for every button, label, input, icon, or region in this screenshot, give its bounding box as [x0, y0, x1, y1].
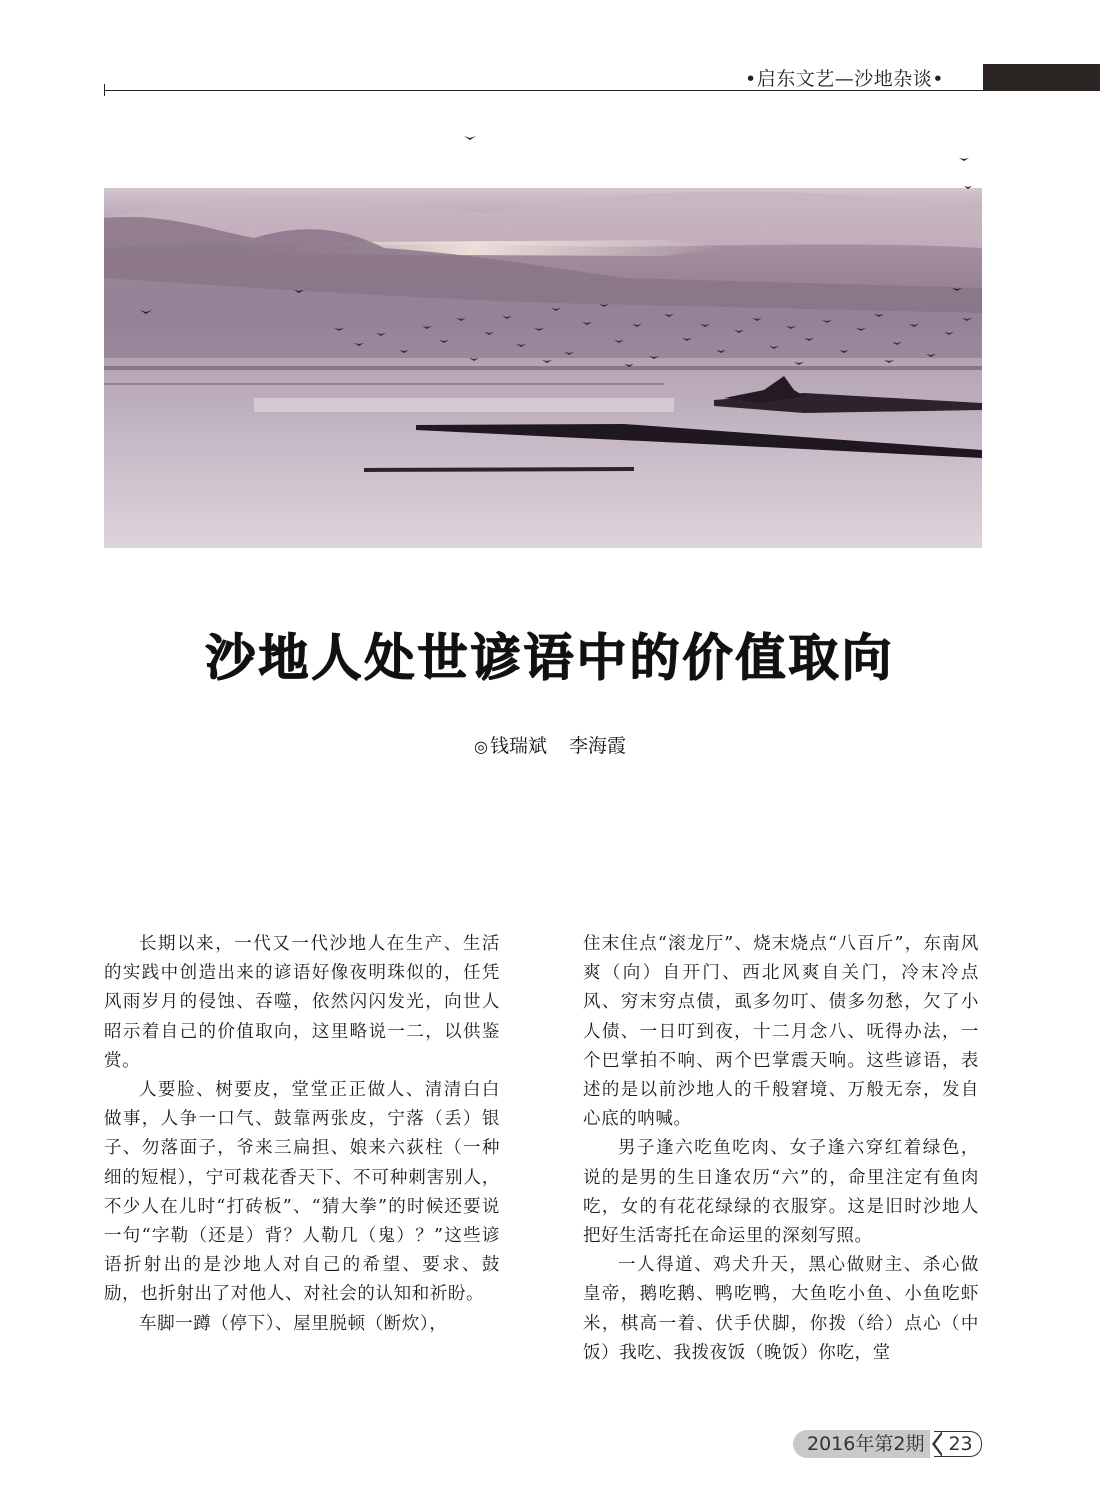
right-column: [583, 930, 979, 1368]
paragraph: 住末住点“滚龙厅”、烧末烧点“八百斤”，东南风爽（向）自开门、西北风爽自关门，冷末冷点风、穷末穷点债，虱多勿叮、债多勿愁，欠了小人债、一日叮到夜，十二月念八、呒得办法，一个巴掌拍不响、两个巴掌震天响。这些谚语，表述的是以前沙地人的千般窘境、万般无奈，发自心底的呐喊。: [583, 934, 979, 1130]
paragraph: 一人得道、鸡犬升天，黑心做财主、杀心做皇帝，鹅吃鹅、鸭吃鸭，大鱼吃小鱼、小鱼吃虾米，棋高一着、伏手伏脚，你拨（给）点心（中饭）我吃、我拨夜饭（晚饭）你吃，堂: [583, 1255, 979, 1363]
author-name-1: 钱瑞斌: [489, 735, 547, 757]
paragraph: 男子逢六吃鱼吃肉、女子逢六穿红着绿色，说的是男的生日逢农历“六”的，命里注定有鱼肉吃，女的有花花绿绿的衣服穿。这是旧时沙地人把好生活寄托在命运里的深刻写照。: [583, 1138, 979, 1247]
left-column: [104, 930, 500, 1339]
paragraph: 车脚一蹲（停下）、屋里脱顿（断炊），: [139, 1313, 448, 1334]
paragraph: 人要脸、树要皮，堂堂正正做人、清清白白做事，人争一口气、鼓靠两张皮，宁落（丢）银子、勿落面子，爷来三扁担、娘来六荻柱（一种细的短棍），宁可栽花香天下、不可种刺害别人，不少人在儿时“打砖板”、“猜大拳”的时候还要说一句“字勒（还是）背？人勒几（鬼）？”这些谚语折射出的是沙地人对自己的希望、要求、鼓励，也折射出了对他人、对社会的认知和祈盼。: [104, 1080, 500, 1305]
header-color-block: [983, 64, 1100, 91]
photo-graphic: [104, 128, 982, 548]
lake-birds-photo: [104, 128, 982, 548]
section-header: •启东文艺—沙地杂谈•: [745, 68, 944, 90]
paragraph: 长期以来，一代又一代沙地人在生产、生活的实践中创造出来的谚语好像夜明珠似的，任凭风雨岁月的侵蚀、吞噬，依然闪闪发光，向世人昭示着自己的价值取向，这里略说一二，以供鉴赏。: [104, 934, 500, 1071]
author-name-2: 李海霞: [568, 735, 626, 757]
author-mark-icon: ◎: [474, 737, 488, 756]
issue-label: 2016年第2期: [793, 1430, 930, 1458]
article-title: 沙地人处世谚语中的价值取向: [205, 629, 895, 687]
page-number: 23: [934, 1431, 981, 1457]
page-footer: [793, 1430, 982, 1458]
author-line: [0, 731, 1100, 758]
